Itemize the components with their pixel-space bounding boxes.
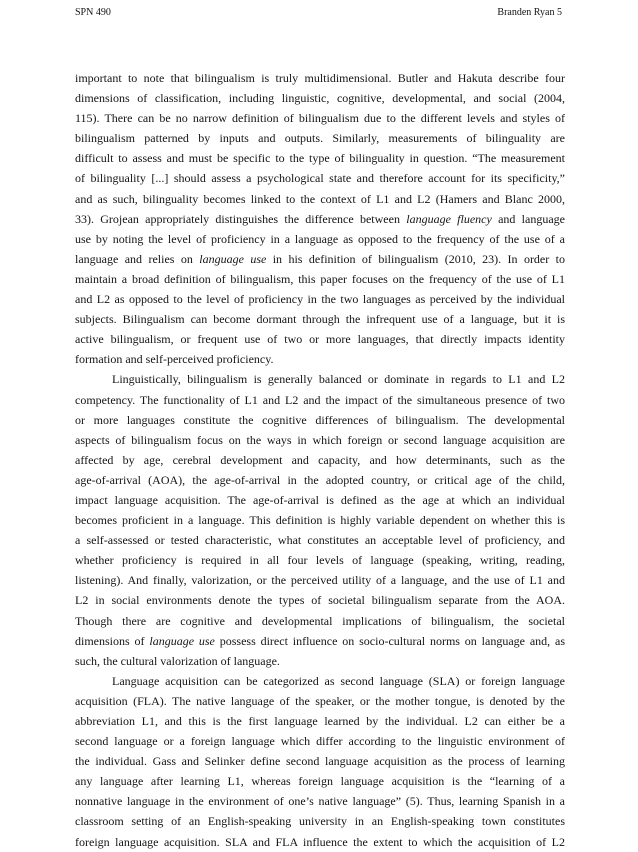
text-line: Linguistically, bilingualism is generally balanced or dominate in regards to L1 and L2	[112, 372, 565, 387]
text-line: of bilinguality [...] should assess a psychological state and therefore account for its specificity,”	[75, 171, 565, 186]
text-line: maintain a broad definition of bilingualism, this paper focuses on the frequency of the use of L1	[75, 271, 565, 286]
text-line: 115). There can be no narrow definition of bilingualism due to the different levels and styles of	[75, 111, 565, 126]
text-line: subjects. Bilingualism can become dormant through the infrequent use of a language, but it is	[75, 312, 565, 327]
text-line: age-of-arrival (AOA), the age-of-arrival in the adopted country, or critical age of the child,	[75, 472, 565, 487]
text-line: classroom setting of an English-speaking university in an English-speaking town constitutes	[75, 814, 565, 829]
text-line: nonnative language in the environment of one’s native language” (5). Thus, learning Spanish in a	[75, 794, 565, 809]
text-line: competency. The functionality of L1 and L2 and the impact of the simultaneous presence of two	[75, 392, 565, 407]
text-line: such, the cultural valorization of language.	[75, 653, 280, 668]
text-line: becomes proficient in a language. This definition is highly variable dependent on whether this is	[75, 513, 565, 528]
paragraph-p1	[75, 68, 565, 369]
text-line: active bilingualism, or frequent use of two or more languages, that directly impacts identity	[75, 332, 565, 347]
text-line: and as such, bilinguality becomes linked to the context of L1 and L2 (Hamers and Blanc 2000,	[75, 191, 565, 206]
text-line: foreign language acquisition. SLA and FLA influence the extent to which the acquisition of L2	[75, 834, 565, 849]
paragraph-p2	[75, 369, 565, 670]
course-code: SPN 490	[75, 7, 111, 18]
text-line: and L2 as opposed to the level of proficiency in the two languages as perceived by the individual	[75, 292, 565, 307]
page-header	[75, 6, 562, 20]
text-line: whether proficiency is required in all four levels of language (speaking, writing, reading,	[75, 553, 565, 568]
text-line: important to note that bilingualism is truly multidimensional. Butler and Hakuta describe four	[75, 71, 565, 85]
text-line: language and relies on language use in his definition of bilingualism (2010, 23). In order to	[75, 251, 565, 266]
text-line: formation and self-perceived proficiency.	[75, 352, 274, 367]
text-line: abbreviation L1, and this is the first language learned by the individual. L2 can either be a	[75, 714, 565, 728]
text-line: or more languages constitute the cognitive differences of bilingualism. The developmental	[75, 412, 565, 427]
text-line: 33). Grojean appropriately distinguishes the difference between language fluency and language	[75, 211, 565, 226]
text-line: difficult to assess and must be specific to the type of bilinguality in question. “The measurement	[75, 151, 565, 166]
text-line: Language acquisition can be categorized as second language (SLA) or foreign language	[112, 673, 565, 688]
paragraph-p3	[75, 671, 565, 852]
text-line: second language or a foreign language which differ according to the linguistic environment of	[75, 734, 565, 749]
text-line: dimensions of classification, including linguistic, cognitive, developmental, and social (2004,	[75, 91, 565, 106]
text-line: impact language acquisition. The age-of-arrival is defined as the age at which an individual	[75, 492, 565, 507]
text-line: any language after learning L1, whereas foreign language acquisition is the “learning of a	[75, 774, 565, 789]
document-body	[75, 68, 565, 852]
text-line: Though there are cognitive and developmental implications of bilingualism, the societal	[75, 613, 565, 628]
text-line: affected by age, cerebral development and capacity, and how determinants, such as the	[75, 452, 565, 467]
text-line: use by noting the level of proficiency in a language as opposed to the frequency of the use of a	[75, 231, 565, 246]
text-line: dimensions of language use possess direct influence on socio-cultural norms on language and, as	[75, 633, 566, 648]
text-line: listening). And finally, valorization, or the perceived utility of a language, and the use of L1 and	[75, 573, 565, 588]
text-line: a self-assessed or tested characteristic, what constitutes an acceptable level of proficiency, and	[75, 533, 565, 548]
text-line: bilingualism patterned by inputs and outputs. Similarly, measurements of bilinguality are	[75, 131, 565, 146]
text-line: L2 in social environments denote the types of societal bilingualism separate from the AOA.	[75, 593, 565, 608]
text-line: the individual. Gass and Selinker define second language acquisition as the process of learning	[75, 754, 565, 769]
text-line: acquisition (FLA). The native language of the speaker, or the mother tongue, is denoted by the	[75, 693, 565, 708]
text-line: aspects of bilingualism focus on the ways in which foreign or second language acquisition are	[75, 432, 565, 447]
author-page-number: Branden Ryan 5	[497, 7, 562, 18]
